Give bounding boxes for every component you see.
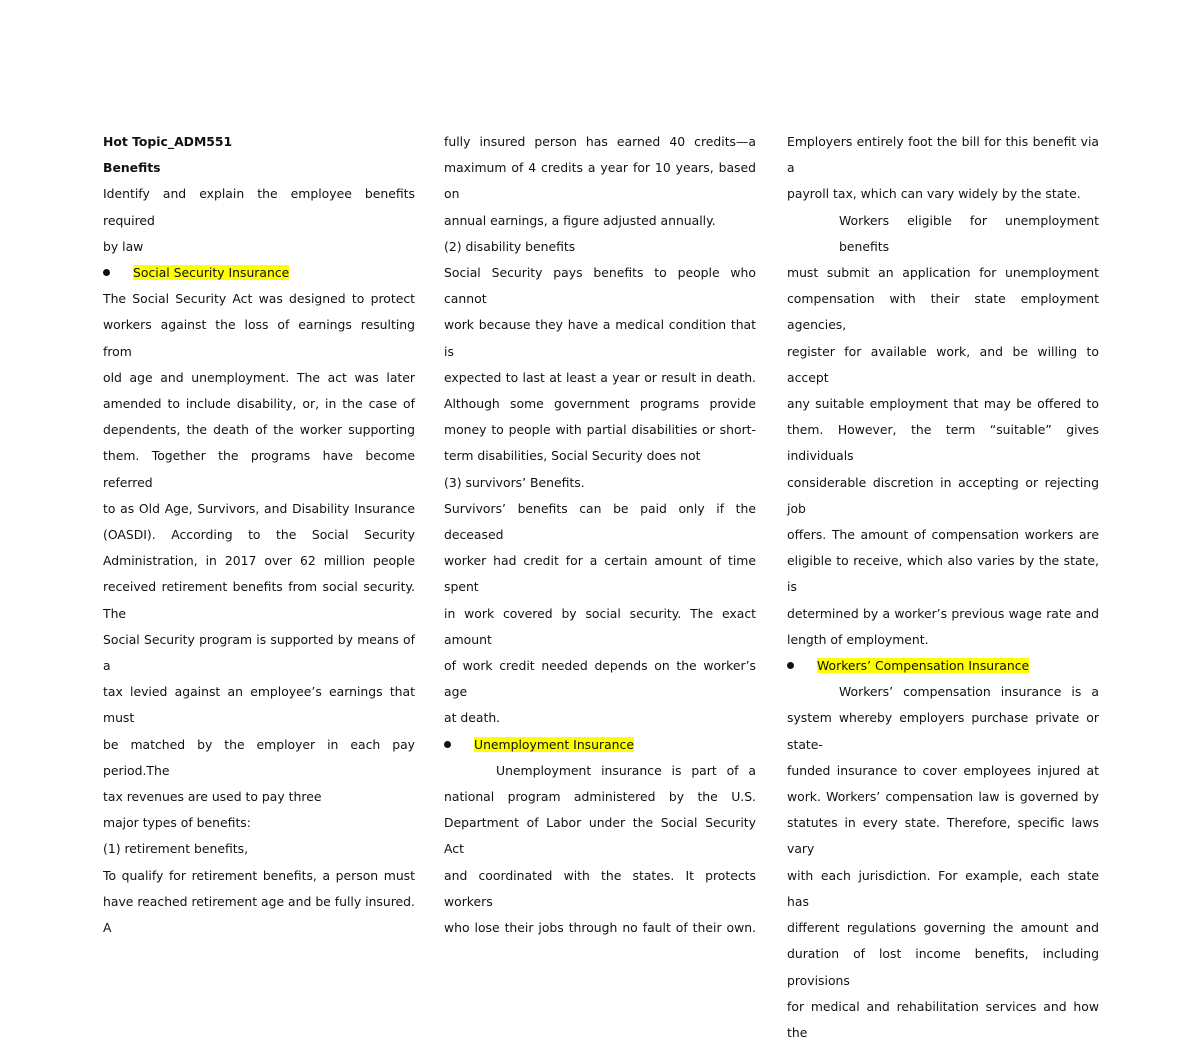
text-line: Unemployment insurance is part of a: [496, 762, 756, 778]
text-line: annual earnings, a figure adjusted annually.: [444, 212, 716, 228]
text-line: compensation with their state employment agencies,: [787, 291, 1099, 333]
text-line: work because they have a medical condition that is: [444, 317, 756, 359]
text-line: Social Security pays benefits to people who cannot: [444, 265, 756, 307]
text-line: have reached retirement age and be fully insured. A: [103, 893, 415, 936]
document-heading: Benefits: [103, 160, 161, 176]
text-line: any suitable employment that may be offered to: [787, 396, 1099, 412]
text-line: tax levied against an employee’s earnings that must: [103, 684, 415, 726]
text-line: Department of Labor under the Social Security Act: [444, 815, 756, 857]
text-line: received retirement benefits from social security. The: [103, 579, 415, 621]
text-line: eligible to receive, which also varies by the state, is: [787, 553, 1099, 595]
text-line: system whereby employers purchase private or state-: [787, 710, 1099, 752]
text-line: old age and unemployment. The act was later: [103, 369, 415, 385]
text-line: Administration, in 2017 over 62 million people: [103, 553, 415, 569]
text-line: term disabilities, Social Security does not: [444, 448, 701, 464]
text-line: Employers entirely foot the bill for this benefit via a: [787, 134, 1099, 176]
text-line: be matched by the employer in each pay period.The: [103, 736, 415, 778]
text-line: worker had credit for a certain amount of time spent: [444, 553, 756, 595]
text-line: them. However, the term “suitable” gives individuals: [787, 422, 1099, 464]
text-line: in work covered by social security. The exact amount: [444, 605, 756, 647]
text-line: money to people with partial disabilities or short-: [444, 422, 756, 438]
text-line: to as Old Age, Survivors, and Disability Insurance: [103, 500, 415, 516]
text-line: (1) retirement benefits,: [103, 841, 249, 857]
text-column-1: [103, 129, 415, 941]
text-line: national program administered by the U.S.: [444, 789, 756, 805]
text-line: them. Together the programs have become referred: [103, 448, 415, 490]
text-line: Workers eligible for unemployment benefits: [839, 212, 1099, 254]
text-line: at death.: [444, 710, 501, 726]
text-line: statutes in every state. Therefore, specific laws vary: [787, 815, 1099, 857]
text-line: Identify and explain the employee benefits required: [103, 186, 415, 228]
section-heading-bullet: [444, 732, 756, 758]
bullet-icon: [444, 741, 451, 748]
text-line: (3) survivors’ Benefits.: [444, 474, 585, 490]
text-line: must submit an application for unemployment: [787, 265, 1099, 281]
text-column-2: [444, 129, 756, 941]
text-line: by law: [103, 238, 144, 254]
text-line: amended to include disability, or, in the case of: [103, 396, 415, 412]
text-line: duration of lost income benefits, including provisions: [787, 946, 1099, 988]
bullet-icon: [787, 662, 794, 669]
text-line: offers. The amount of compensation workers are: [787, 527, 1099, 543]
section-heading-bullet: [787, 653, 1099, 679]
text-line: dependents, the death of the worker supporting: [103, 422, 415, 438]
section-heading: Workers’ Compensation Insurance: [817, 658, 1030, 674]
text-line: tax revenues are used to pay three: [103, 789, 322, 805]
text-line: Workers’ compensation insurance is a: [839, 684, 1099, 700]
text-line: length of employment.: [787, 631, 929, 647]
section-heading-bullet: [103, 260, 415, 286]
text-line: and coordinated with the states. It protects workers: [444, 867, 756, 909]
text-line: workers against the loss of earnings resulting from: [103, 317, 415, 359]
text-line: work. Workers’ compensation law is governed by: [787, 789, 1099, 805]
document-heading: Hot Topic_ADM551: [103, 134, 233, 149]
text-line: Social Security program is supported by means of a: [103, 631, 415, 674]
text-line: maximum of 4 credits a year for 10 years, based on: [444, 160, 756, 202]
text-line: major types of benefits:: [103, 815, 251, 831]
section-heading: Unemployment Insurance: [474, 736, 634, 752]
text-line: who lose their jobs through no fault of their own.: [444, 920, 756, 936]
text-line: Although some government programs provide: [444, 396, 756, 412]
text-line: expected to last at least a year or result in death.: [444, 369, 756, 385]
text-line: To qualify for retirement benefits, a person must: [103, 867, 415, 883]
text-line: of work credit needed depends on the worker’s age: [444, 658, 756, 700]
text-line: Survivors’ benefits can be paid only if the deceased: [444, 500, 756, 543]
text-line: considerable discretion in accepting or rejecting job: [787, 474, 1099, 516]
text-line: with each jurisdiction. For example, each state has: [787, 867, 1099, 909]
bullet-icon: [103, 269, 110, 276]
text-column-3: [787, 129, 1099, 1046]
section-heading: Social Security Insurance: [133, 265, 290, 281]
text-line: (OASDI). According to the Social Security: [103, 527, 415, 543]
text-line: payroll tax, which can vary widely by the state.: [787, 186, 1081, 202]
text-line: The Social Security Act was designed to protect: [103, 291, 415, 307]
text-line: fully insured person has earned 40 credits—a: [444, 134, 756, 149]
text-line: register for available work, and be willing to accept: [787, 343, 1099, 385]
text-line: different regulations governing the amount and: [787, 920, 1099, 936]
text-line: funded insurance to cover employees injured at: [787, 762, 1099, 778]
text-line: for medical and rehabilitation services and how the: [787, 998, 1099, 1040]
text-line: (2) disability benefits: [444, 238, 576, 254]
text-line: determined by a worker’s previous wage rate and: [787, 605, 1099, 621]
